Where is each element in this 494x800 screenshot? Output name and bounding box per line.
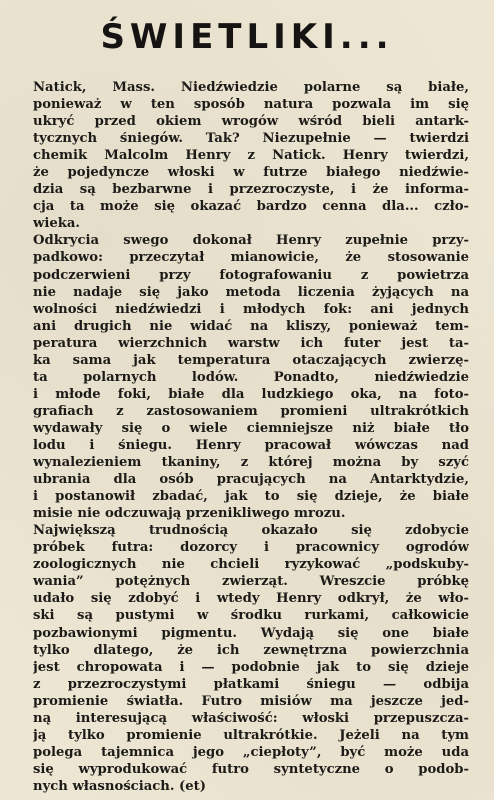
article-line: promienie światła. Futro misiów ma jeszcze jed-: [33, 693, 469, 709]
article-line: wieka.: [33, 216, 81, 232]
article-line: misie nie odczuwają przenikliwego mrozu.: [33, 506, 346, 522]
article-line: ną interesującą właściwość: włoski przepuszcza-: [33, 710, 469, 726]
article-line: i młode foki, białe dla ludzkiego oka, na foto-: [33, 386, 469, 402]
article-line: polega tajemnica jego „ciepłoty”, być może uda: [33, 744, 469, 760]
article-line: się wyprodukować futro syntetyczne o podob-: [33, 761, 469, 777]
article-line: tycznych śniegów. Tak? Niezupełnie — twierdzi: [33, 131, 469, 147]
article-line: nych własnościach. (et): [33, 778, 207, 794]
article-line: wydawały się o wiele ciemniejsze niż białe tło: [33, 420, 469, 436]
article-paragraph: [33, 522, 469, 795]
article-line: ją tylko promienie ultrakrótkie. Jeżeli na tym: [33, 727, 469, 743]
article-line: lodu i śniegu. Henry pracował wówczas nad: [33, 437, 469, 453]
article-line: ani drugich nie widać na kliszy, ponieważ tem-: [33, 318, 469, 334]
article-line: dzia są bezbarwne i przezroczyste, i że informa-: [33, 182, 469, 198]
article-line: i postanowił zbadać, jak to się dzieje, że białe: [33, 489, 469, 505]
article-line: z przezroczystymi płatkami śniegu — odbija: [33, 676, 469, 692]
article-line: Odkrycia swego dokonał Henry zupełnie przy-: [33, 233, 469, 249]
article-line: Natick, Mass. Niedźwiedzie polarne są białe,: [33, 80, 469, 95]
article-line: cja ta może się okazać bardzo cenna dla... czło-: [33, 199, 469, 215]
article-line: wolności niedźwiedzi i młodych fok: ani jednych: [33, 301, 469, 317]
article-line: ski są pustymi w środku rurkami, całkowicie: [33, 608, 469, 624]
article-line: próbek futra: dozorcy i pracownicy ogrodów: [33, 540, 469, 556]
article-line: ukryć przed okiem wrogów wśród bieli antark-: [33, 114, 469, 130]
article-line: wania” potężnych zwierząt. Wreszcie próbkę: [33, 574, 469, 590]
article-line: Największą trudnością okazało się zdobycie: [33, 523, 469, 539]
article-line: tylko dlatego, że ich zewnętrzna powierzchnia: [33, 642, 469, 658]
article-line: pozbawionymi pigmentu. Wydają się one białe: [33, 625, 469, 641]
article-line: jest chropowata i — podobnie jak to się dzieje: [33, 659, 469, 675]
article-line: padkowo: przeczytał mianowicie, że stosowanie: [33, 250, 469, 266]
article-line: chemik Malcolm Henry z Natick. Henry twierdzi,: [33, 148, 469, 164]
article-line: podczerwieni przy fotografowaniu z powietrza: [33, 267, 469, 283]
article-line: wynalezieniem tkaniny, z której można by szyć: [33, 455, 469, 471]
article-line: nie nadaje się jako metoda liczenia żyjących na: [33, 284, 469, 300]
article-line: grafiach z zastosowaniem promieni ultrakrótkich: [33, 403, 469, 419]
article-paragraph: [33, 232, 469, 522]
article-line: że pojedyncze włoski w futrze białego niedźwie-: [33, 165, 469, 181]
article-line: udało się zdobyć i wtedy Henry odkrył, że wło-: [33, 591, 469, 607]
article-body: [33, 79, 469, 795]
article-paragraph: [33, 79, 469, 232]
article-line: ka sama jak temperatura otaczających zwierzę-: [33, 352, 469, 368]
article-line: peratura wierzchnich warstw ich futer jest ta-: [33, 335, 469, 351]
article-line: ponieważ w ten sposób natura pozwala im się: [33, 97, 469, 113]
article-line: zoologicznych nie chcieli ryzykować „podskuby-: [33, 557, 469, 573]
headline: ŚWIETLIKI...: [100, 17, 394, 57]
article-line: ubrania dla osób pracujących na Antarktydzie,: [33, 472, 469, 488]
article-line: ta polarnych lodów. Ponadto, niedźwiedzie: [33, 369, 469, 385]
